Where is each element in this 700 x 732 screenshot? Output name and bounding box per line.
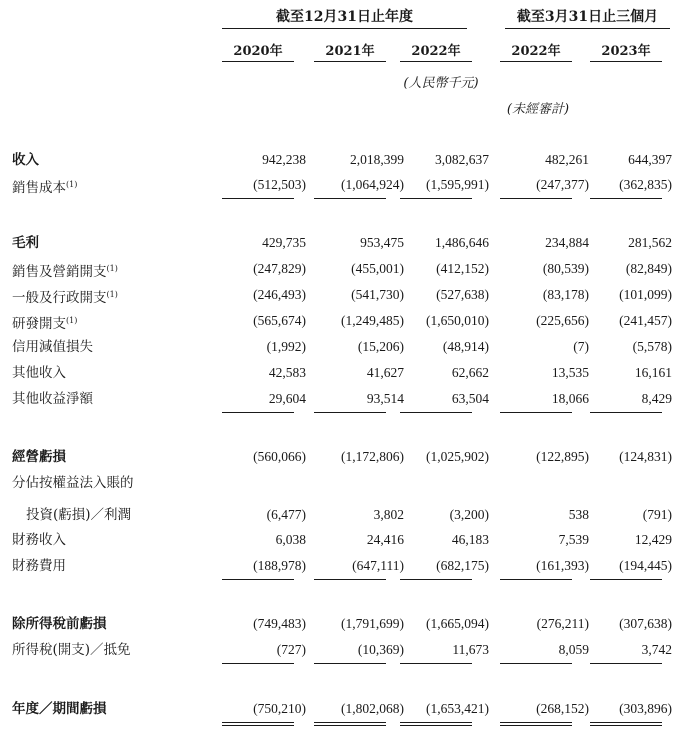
cell: (1,992): [266, 339, 306, 354]
row-label: 財務收入: [12, 532, 66, 548]
total-double-rule: [500, 722, 572, 726]
subtotal-rule: [314, 663, 386, 664]
year-underline: [500, 61, 572, 62]
subtotal-rule: [314, 198, 386, 199]
table-row-loss-before-tax: [0, 614, 700, 634]
cell: 281,562: [628, 235, 672, 250]
table-row-admin-expenses: [0, 285, 700, 305]
table-row-equity-share: [0, 505, 700, 525]
row-label: 其他收入: [12, 365, 66, 381]
row-label: 經營虧損: [12, 449, 66, 465]
total-double-rule: [400, 722, 472, 726]
subtotal-rule: [222, 663, 294, 664]
cell: (3,200): [449, 507, 489, 522]
unit-note: (人民幣千元): [403, 76, 479, 91]
subtotal-rule: [500, 412, 572, 413]
cell: (412,152): [436, 261, 489, 276]
cell: (10,369): [357, 642, 404, 657]
cell: 8,429: [641, 391, 672, 406]
footnote-ref: (1): [106, 264, 118, 273]
subtotal-rule: [500, 579, 572, 580]
subtotal-rule: [590, 412, 662, 413]
cell: (268,152): [536, 701, 589, 716]
year-header-2023-q1: 2023年: [601, 44, 651, 59]
cell: (80,539): [542, 261, 589, 276]
cell: 41,627: [366, 365, 404, 380]
subtotal-rule: [500, 663, 572, 664]
year-underline: [400, 61, 472, 62]
cell: 1,486,646: [435, 235, 489, 250]
cell: (647,111): [352, 558, 404, 573]
group-underline-quarter: [505, 28, 670, 29]
cell: 93,514: [366, 391, 404, 406]
cell: 7,539: [558, 532, 589, 547]
cell: (48,914): [442, 339, 489, 354]
table-row-other-income: [0, 363, 700, 383]
cell: 953,475: [360, 235, 404, 250]
table-row-income-tax: [0, 640, 700, 660]
subtotal-rule: [500, 198, 572, 199]
subtotal-rule: [222, 412, 294, 413]
subtotal-rule: [590, 198, 662, 199]
subtotal-rule: [400, 663, 472, 664]
cell: 6,038: [275, 532, 306, 547]
cell: (247,829): [253, 261, 306, 276]
cell: 24,416: [366, 532, 404, 547]
cell: (527,638): [436, 287, 489, 302]
row-label: 一般及行政開支$^{(1)}$: [12, 290, 118, 306]
cell: (1,064,924): [341, 177, 404, 192]
cell: (246,493): [253, 287, 306, 302]
subtotal-rule: [590, 579, 662, 580]
row-label: 銷售成本$^{(1)}$: [12, 180, 78, 196]
subtotal-rule: [400, 198, 472, 199]
cell: (455,001): [351, 261, 404, 276]
cell: (124,831): [619, 449, 672, 464]
cell: (560,066): [253, 449, 306, 464]
year-header-2022: 2022年: [411, 44, 461, 59]
cell: (1,653,421): [426, 701, 489, 716]
footnote-ref: (1): [66, 180, 78, 189]
cell: 11,673: [452, 642, 489, 657]
row-label: 除所得稅前虧損: [12, 616, 107, 632]
cell: 18,066: [551, 391, 589, 406]
group-underline-annual: [222, 28, 467, 29]
cell: (15,206): [357, 339, 404, 354]
row-label: 信用減值損失: [12, 339, 93, 355]
cell: 3,742: [641, 642, 672, 657]
cell: (161,393): [536, 558, 589, 573]
year-underline: [590, 61, 662, 62]
cell: (749,483): [253, 616, 306, 631]
cell: 29,604: [268, 391, 306, 406]
cell: (750,210): [253, 701, 306, 716]
year-header-2021: 2021年: [325, 44, 375, 59]
year-underline: [314, 61, 386, 62]
cell: (1,595,991): [426, 177, 489, 192]
cell: 3,082,637: [435, 152, 489, 167]
group-title-annual: 截至12月31日止年度: [276, 9, 413, 25]
cell: (791): [642, 507, 672, 522]
cell: (307,638): [619, 616, 672, 631]
cell: 429,735: [262, 235, 306, 250]
cell: (1,650,010): [426, 313, 489, 328]
year-header-2022-q1: 2022年: [511, 44, 561, 59]
cell: (303,896): [619, 701, 672, 716]
cell: (682,175): [436, 558, 489, 573]
row-label: 投資(虧損)／利潤: [26, 507, 132, 523]
footnote-ref: (1): [66, 316, 78, 325]
row-label: 所得稅(開支)／抵免: [12, 642, 131, 658]
subtotal-rule: [314, 579, 386, 580]
cell: (362,835): [619, 177, 672, 192]
cell: (225,656): [536, 313, 589, 328]
row-label: 毛利: [12, 235, 39, 251]
cell: 63,504: [451, 391, 489, 406]
cell: (565,674): [253, 313, 306, 328]
table-row-gross-profit: [0, 233, 700, 253]
subtotal-rule: [222, 198, 294, 199]
cell: (1,249,485): [341, 313, 404, 328]
row-label: 銷售及營銷開支$^{(1)}$: [12, 264, 118, 280]
subtotal-rule: [222, 579, 294, 580]
table-row-loss-for-period: [0, 699, 700, 719]
cell: (247,377): [536, 177, 589, 192]
cell: (541,730): [351, 287, 404, 302]
row-label: 研發開支$^{(1)}$: [12, 316, 78, 332]
cell: 42,583: [268, 365, 306, 380]
subtotal-rule: [400, 579, 472, 580]
cell: (6,477): [266, 507, 306, 522]
cell: 234,884: [545, 235, 589, 250]
row-label: 其他收益淨額: [12, 391, 93, 407]
cell: 46,183: [451, 532, 489, 547]
cell: (512,503): [253, 177, 306, 192]
cell: (101,099): [619, 287, 672, 302]
cell: 482,261: [545, 152, 589, 167]
cell: 13,535: [551, 365, 589, 380]
table-row-revenue: [0, 150, 700, 170]
total-double-rule: [314, 722, 386, 726]
cell: (122,895): [536, 449, 589, 464]
year-underline: [222, 61, 294, 62]
table-row-credit-impairment: [0, 337, 700, 357]
cell: 8,059: [558, 642, 589, 657]
year-header-2020: 2020年: [233, 44, 283, 59]
cell: 644,397: [628, 152, 672, 167]
subtotal-rule: [400, 412, 472, 413]
table-row-rd-expenses: [0, 311, 700, 331]
cell: 538: [568, 507, 589, 522]
unaudited-note: (未經審計): [506, 102, 570, 117]
cell: 12,429: [634, 532, 672, 547]
cell: (1,802,068): [341, 701, 404, 716]
group-title-quarter: 截至3月31日止三個月: [516, 9, 659, 25]
cell: (5,578): [632, 339, 672, 354]
cell: (83,178): [542, 287, 589, 302]
subtotal-rule: [590, 663, 662, 664]
cell: (727): [276, 642, 306, 657]
cell: (188,978): [253, 558, 306, 573]
cell: 942,238: [262, 152, 306, 167]
cell: (241,457): [619, 313, 672, 328]
row-label: 分佔按權益法入賬的: [12, 475, 134, 491]
subtotal-rule: [314, 412, 386, 413]
cell: (82,849): [625, 261, 672, 276]
footnote-ref: (1): [106, 290, 118, 299]
table-row-finance-income: [0, 530, 700, 550]
row-label: 年度／期間虧損: [12, 701, 107, 717]
table-row-cost-of-sales: [0, 175, 700, 195]
table-row-selling-expenses: [0, 259, 700, 279]
total-double-rule: [590, 722, 662, 726]
cell: (1,665,094): [426, 616, 489, 631]
table-row-equity-share-heading: [0, 473, 700, 493]
cell: (1,791,699): [341, 616, 404, 631]
cell: (276,211): [536, 616, 589, 631]
cell: (1,025,902): [426, 449, 489, 464]
table-row-finance-costs: [0, 556, 700, 576]
row-label: 收入: [12, 152, 39, 168]
cell: 16,161: [634, 365, 672, 380]
cell: (1,172,806): [341, 449, 404, 464]
total-double-rule: [222, 722, 294, 726]
cell: 2,018,399: [350, 152, 404, 167]
cell: 62,662: [451, 365, 489, 380]
table-row-operating-loss: [0, 447, 700, 467]
cell: 3,802: [373, 507, 404, 522]
cell: (194,445): [619, 558, 672, 573]
row-label: 財務費用: [12, 558, 66, 574]
cell: (7): [573, 339, 589, 354]
table-row-other-gains: [0, 389, 700, 409]
